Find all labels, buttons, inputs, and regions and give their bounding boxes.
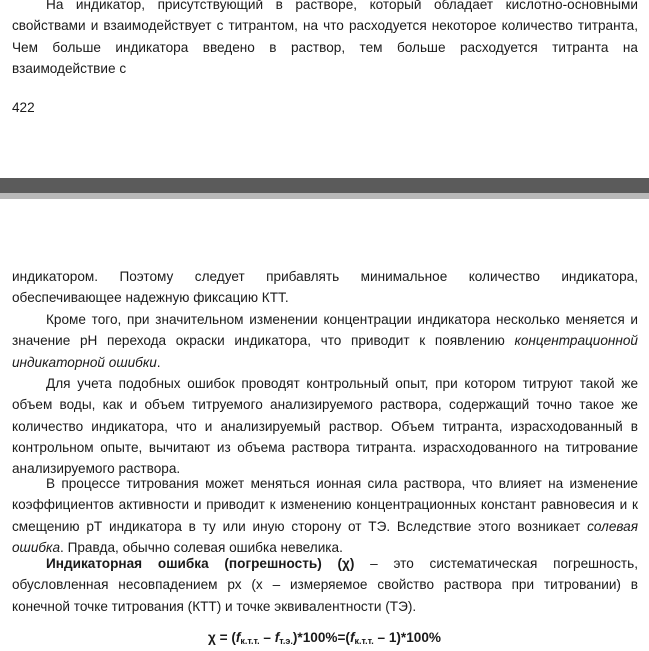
- term-salt-error: солевая ошибка: [12, 518, 638, 555]
- formula-f: f: [349, 630, 355, 645]
- paragraph-salt-error: [12, 473, 638, 558]
- term-concentration-error: концентрационной индикаторной ошибки: [12, 333, 638, 370]
- indicator-error-formula: [0, 630, 649, 646]
- paragraph-continuation: индикатором. Поэтому следует прибавлять минимальное количество индикатора, обеспечивающее надежную фиксацию КТТ.: [12, 269, 638, 306]
- paragraph-text: В процессе титрования может меняться ионная сила раствора, что влияет на изменение коэффициентов активности и приводит к изменению концентрационных констант равновесия и к смещению рТ индикатора в ту или иную сторону от ТЭ. Вследствие этого возникает: [12, 476, 638, 534]
- top-paragraph: На индикатор, присутствующий в растворе, который обладает кислотно-основными свойствами и взаимодействует с титрантом, на что расходуется некоторое количество титранта, Чем больше индикатора введено в раствор, тем больше расходуется титранта на взаимодействие с: [12, 0, 638, 76]
- term-indicator-error: Индикаторная ошибка (погрешность) (χ): [46, 556, 355, 571]
- formula-part: –: [259, 630, 275, 645]
- formula-part: χ = (: [208, 630, 236, 645]
- page-number: 422: [12, 100, 35, 115]
- formula-subscript: к.т.т.: [354, 636, 374, 646]
- paragraph-concentration-error: [12, 309, 638, 373]
- paragraph-end: .: [156, 354, 161, 370]
- paragraph-text: Кроме того, при значительном изменении концентрации индикатора несколько меняется и значение рН перехода окраски индикатора, что приводит к появлению: [12, 312, 638, 349]
- formula-subscript: т.э.: [279, 636, 293, 646]
- paragraph-end: . Правда, обычно солевая ошибка невелика.: [60, 539, 343, 555]
- formula-f: f: [274, 630, 280, 645]
- formula-part: )*100%=(: [292, 630, 350, 645]
- page-separator: [0, 178, 649, 193]
- formula-part: – 1)*100%: [373, 630, 441, 645]
- formula-f: f: [235, 630, 241, 645]
- formula-subscript: к.т.т.: [240, 636, 260, 646]
- previous-page: [0, 0, 649, 178]
- paragraph-text: – это систематическая погрешность, обусловленная несовпадением рх (х – измеряемое свойство раствора при титровании) в конечной точке титрования (КТТ) и точке эквивалентности (ТЭ).: [12, 556, 638, 614]
- paragraph-indicator-error: [12, 553, 638, 617]
- paragraph-control-experiment: Для учета подобных ошибок проводят контрольный опыт, при котором титруют такой же объем воды, как и объем титруемого анализируемого раствора, содержащий точно такое же количество индикатора, что и анализируемый раствор. Объем титранта, израсходованный в контрольном опыте, вычитают из объема раствора титранта. израсходованного на титрование анализируемого раствора.: [12, 376, 638, 477]
